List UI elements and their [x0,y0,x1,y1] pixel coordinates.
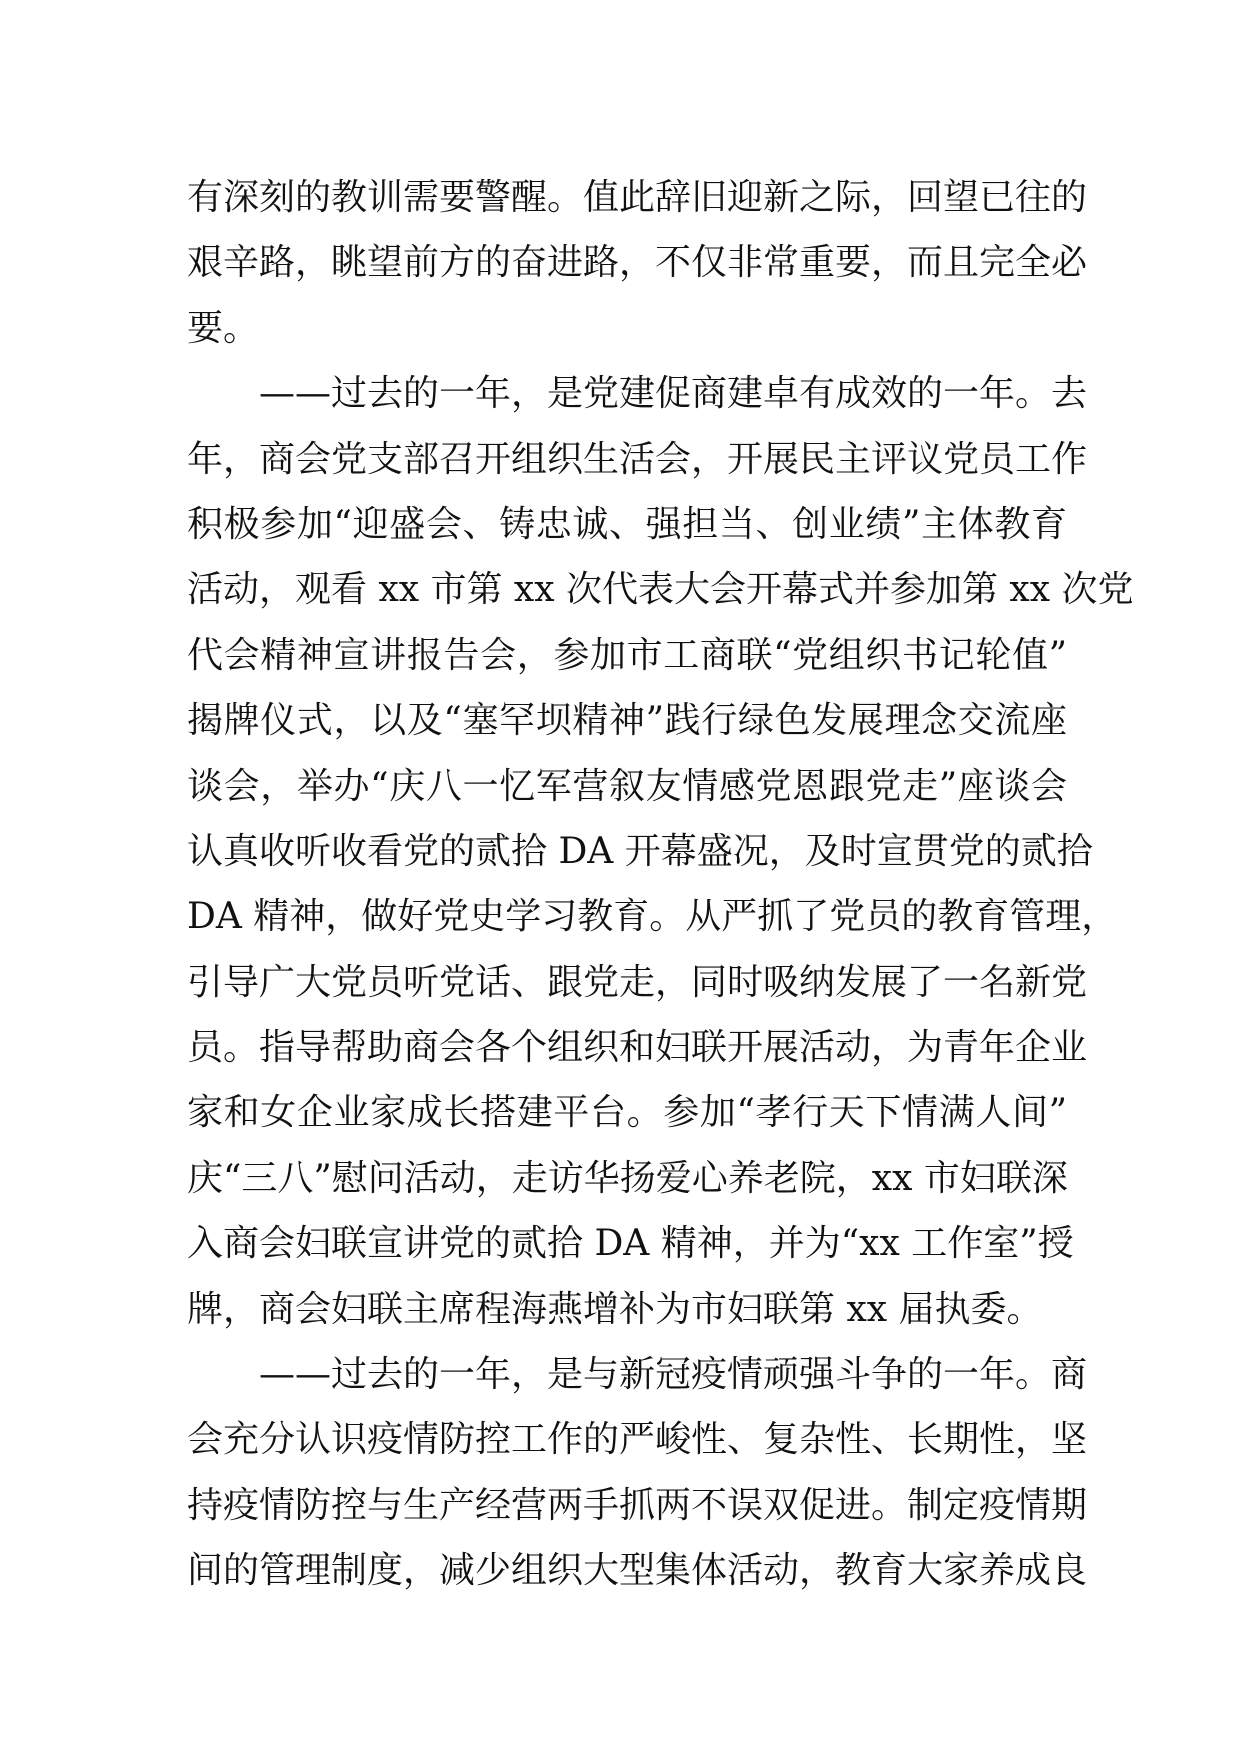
text-line: ——过去的一年，是与新冠疫情顽强斗争的一年。商 [259,1354,1088,1396]
text-line: 引导广大党员听党话、跟党走，同时吸纳发展了一名新党 [187,961,1088,1003]
text-line: 代会精神宣讲报告会，参加市工商联“党组织书记轮值” [187,634,1067,676]
text-line: 认真收听收看党的贰拾 DA 开幕盛况，及时宣贯党的贰拾 [187,830,1093,872]
paragraph-p3 [187,1342,1088,1604]
text-line: 艰辛路，眺望前方的奋进路，不仅非常重要，而且完全必 [187,242,1088,284]
text-line: DA 精神，做好党史学习教育。从严抓了党员的教育管理， [187,896,1118,938]
text-line: 活动，观看 xx 市第 xx 次代表大会开幕式并参加第 xx 次党 [187,569,1134,611]
paragraph-p2 [187,361,1134,1342]
text-line: 有深刻的教训需要警醒。值此辞旧迎新之际，回望已往的 [187,177,1088,218]
text-line: 积极参加“迎盛会、铸忠诚、强担当、创业绩”主体教育 [187,503,1067,545]
text-line: 揭牌仪式，以及“塞罕坝精神”践行绿色发展理念交流座 [187,700,1067,742]
paragraph-p1 [187,165,1088,361]
text-line: 要。 [187,307,260,349]
text-line: 员。指导帮助商会各个组织和妇联开展活动，为青年企业 [187,1027,1088,1069]
text-line: ——过去的一年，是党建促商建卓有成效的一年。去 [259,373,1088,415]
document-body-text [187,165,1134,1604]
text-line: 牌，商会妇联主席程海燕增补为市妇联第 xx 届执委。 [187,1288,1043,1330]
text-line: 庆“三八”慰问活动，走访华扬爱心养老院，xx 市妇联深 [187,1157,1068,1199]
text-line: 年，商会党支部召开组织生活会，开展民主评议党员工作 [187,438,1088,480]
text-line: 会充分认识疫情防控工作的严峻性、复杂性、长期性，坚 [187,1419,1088,1461]
text-line: 家和女企业家成长搭建平台。参加“孝行天下情满人间” [187,1092,1067,1134]
text-line: 间的管理制度，减少组织大型集体活动，教育大家养成良 [187,1550,1088,1592]
text-line: 入商会妇联宣讲党的贰拾 DA 精神，并为“xx 工作室”授 [187,1223,1074,1265]
text-line: 谈会，举办“庆八一忆军营叙友情感党恩跟党走”座谈会 [187,765,1067,807]
text-line: 持疫情防控与生产经营两手抓两不误双促进。制定疫情期 [187,1484,1088,1526]
